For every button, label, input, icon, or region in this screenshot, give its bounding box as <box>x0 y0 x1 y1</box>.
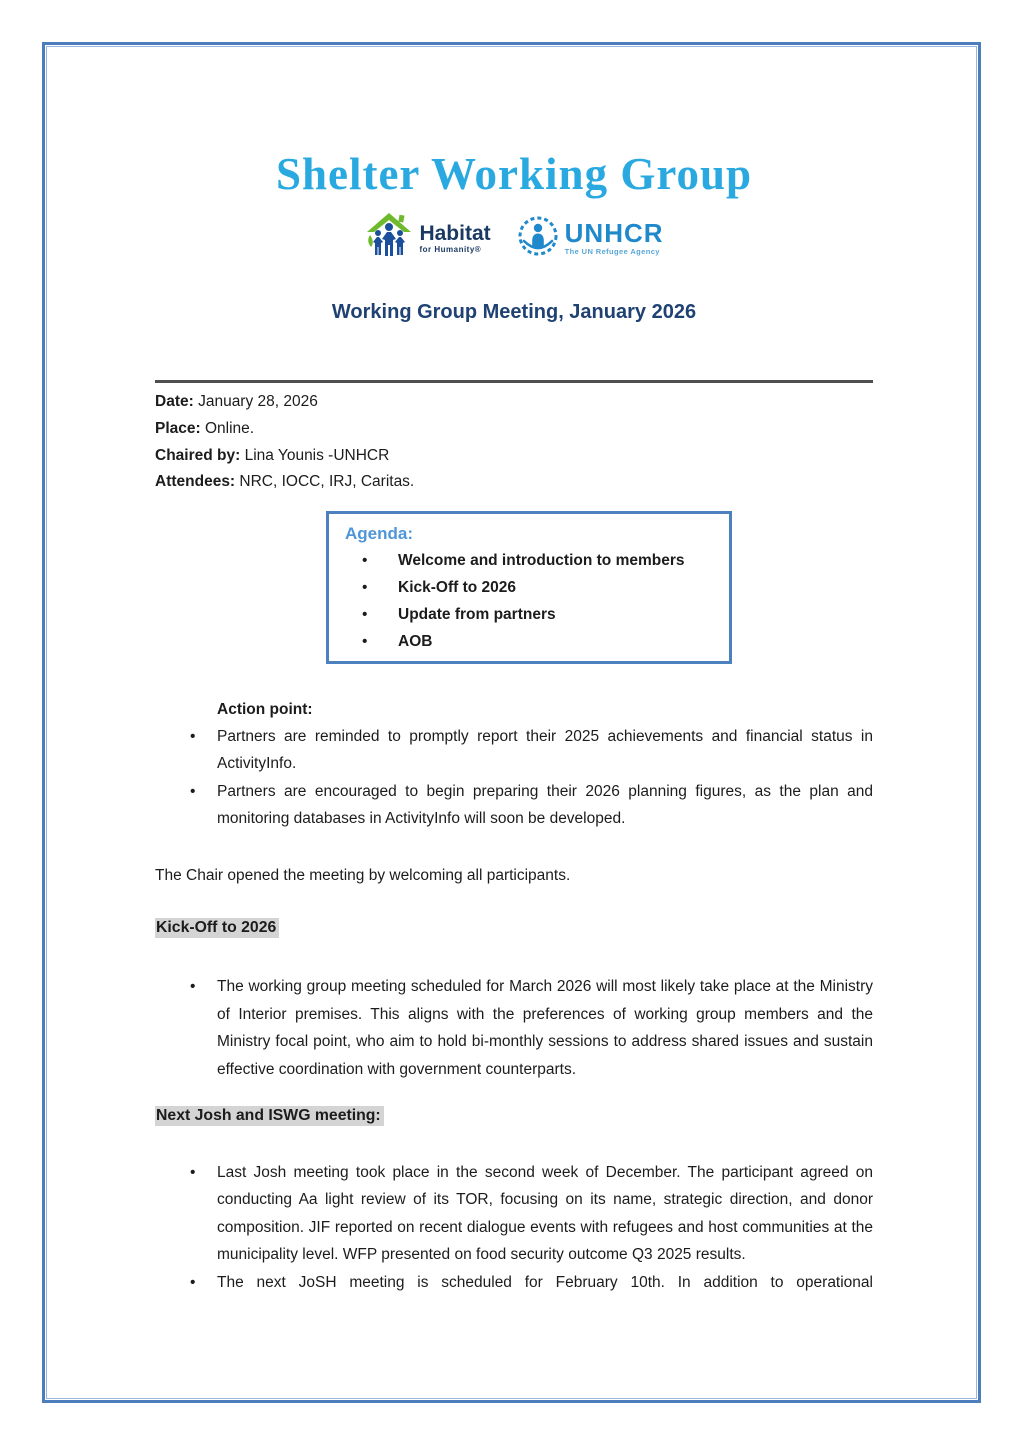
agenda-box <box>326 511 732 664</box>
unhcr-logo-text <box>565 220 664 256</box>
kickoff-item: • The working group meeting scheduled for March 2026 will most likely take place at the Ministry of Interior premises. This aligns with the preferences of working group members and the Ministry focal point, who aim to hold bi-monthly sessions to address shared issues and sustain effective coordination with government counterparts. <box>155 973 873 1083</box>
meta-chair-value: Lina Younis -UNHCR <box>244 446 390 464</box>
document-title: Shelter Working Group <box>275 149 753 199</box>
habitat-house-icon <box>364 211 414 266</box>
unhcr-logo <box>517 215 664 262</box>
next-meeting-item: • Last Josh meeting took place in the second week of December. The participant agreed on conducting Aa light review of its TOR, focusing on its name, strategic direction, and donor composition. JIF reported on recent dialogue events with refugees and host communities at the municipality level. WFP presented on food security outcome Q3 2025 results. <box>155 1159 873 1269</box>
meeting-subtitle: Working Group Meeting, January 2026 <box>331 301 697 323</box>
meta-place <box>155 416 873 443</box>
section-heading-next-meeting-text: Next Josh and ISWG meeting: <box>155 1106 384 1126</box>
section-heading-kickoff <box>155 917 873 939</box>
habitat-logo-tagline: for Humanity® <box>419 244 482 254</box>
habitat-logo-name: Habitat <box>419 221 491 245</box>
meta-attendees <box>155 469 873 496</box>
intro-paragraph: The Chair opened the meeting by welcoming all participants. <box>155 867 571 884</box>
next-meeting-list <box>155 1159 873 1296</box>
next-meeting-item: • The next JoSH meeting is scheduled for February 10th. In addition to operational <box>155 1269 873 1296</box>
action-point-heading: Action point: <box>217 701 313 719</box>
logo-row <box>155 212 873 264</box>
section-heading-next-meeting <box>155 1105 873 1127</box>
kickoff-list <box>155 973 873 1083</box>
meta-attendees-value: NRC, IOCC, IRJ, Caritas. <box>239 473 415 491</box>
meta-date-value: January 28, 2026 <box>198 393 318 410</box>
horizontal-rule <box>155 380 873 383</box>
meta-chair <box>155 443 873 470</box>
unhcr-emblem-icon <box>517 215 559 262</box>
action-point-item: • Partners are reminded to promptly report their 2025 achievements and financial status in ActivityInfo. <box>155 723 873 777</box>
meta-place-label: Place: <box>155 419 201 437</box>
meta-date-label: Date: <box>155 393 194 410</box>
meta-place-value: Online. <box>204 419 255 437</box>
agenda-item: • Kick-Off to 2026 <box>345 574 715 601</box>
action-point-list <box>155 723 873 832</box>
agenda-item: • Welcome and introduction to members <box>345 547 715 574</box>
meta-attendees-label: Attendees: <box>155 473 236 491</box>
unhcr-logo-name: UNHCR <box>564 218 664 249</box>
agenda-heading: Agenda: <box>345 524 413 544</box>
agenda-item: • AOB <box>345 628 715 655</box>
unhcr-logo-tagline: The UN Refugee Agency <box>564 247 660 257</box>
agenda-item: • Update from partners <box>345 601 715 628</box>
meta-chair-label: Chaired by: <box>155 446 241 464</box>
habitat-logo-text <box>419 223 490 254</box>
meta-date <box>155 389 873 416</box>
habitat-for-humanity-logo <box>364 211 490 266</box>
action-point-item: • Partners are encouraged to begin preparing their 2026 planning figures, as the plan and monitoring databases in ActivityInfo will soon be developed. <box>155 778 873 832</box>
agenda-list <box>345 547 715 655</box>
meeting-meta-block <box>155 389 873 496</box>
section-heading-kickoff-text: Kick-Off to 2026 <box>155 918 279 938</box>
document-content <box>155 0 873 1296</box>
